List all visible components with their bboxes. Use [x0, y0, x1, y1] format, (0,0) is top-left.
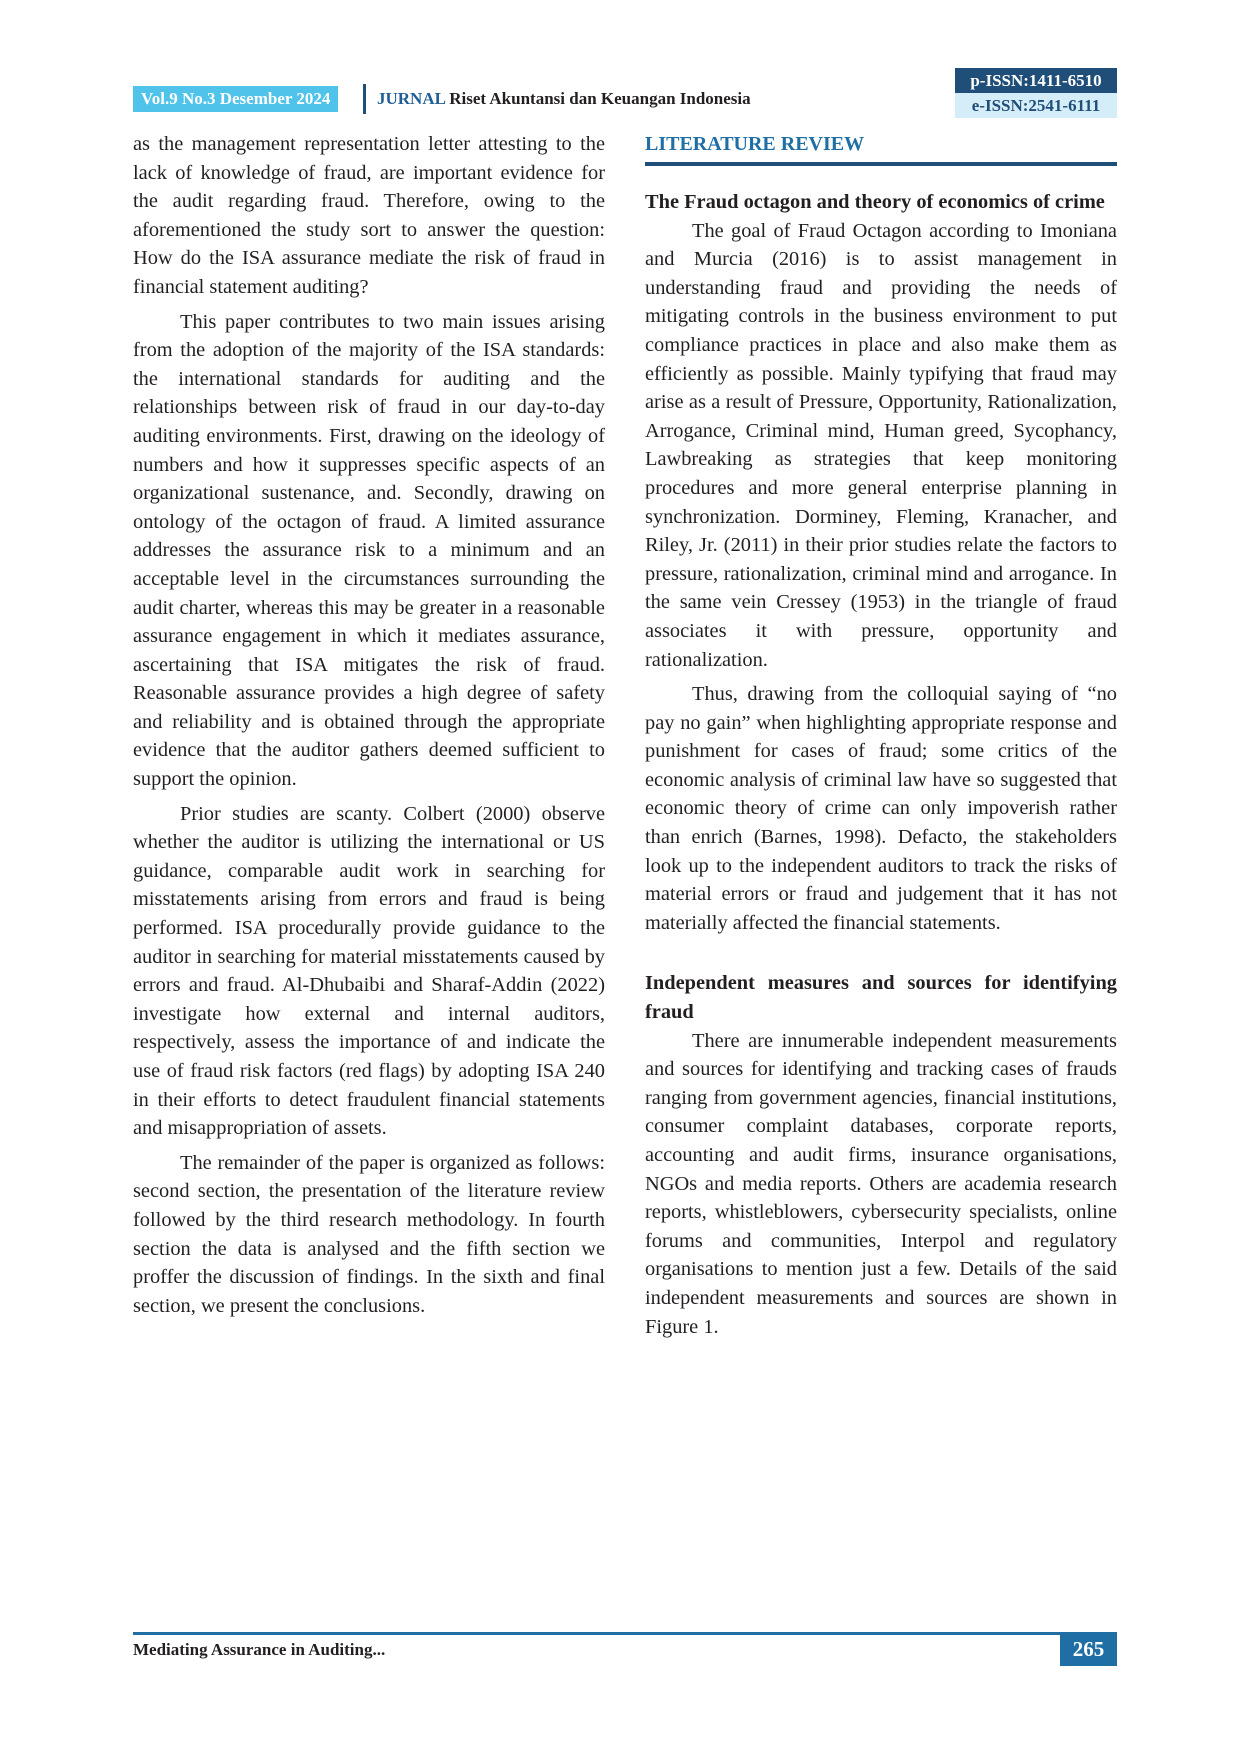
subsection-title: The Fraud octagon and theory of economics of crime — [645, 191, 1105, 213]
section-title: LITERATURE REVIEW — [645, 130, 1117, 166]
header-divider — [363, 84, 366, 114]
left-column — [133, 130, 605, 1326]
paragraph: The remainder of the paper is organized as follows: second section, the presentation of the literature review followed by the third research methodology. In fourth section the data is analysed and the fifth section we proffer the discussion of findings. In the sixth and final section, we present the conclusions. — [133, 1151, 605, 1317]
page-number: 265 — [1060, 1632, 1117, 1666]
e-issn: e-ISSN:2541-6111 — [955, 93, 1117, 118]
paragraph: This paper contributes to two main issues arising from the adoption of the majority of the ISA standards: the international standards for auditing and the relationships between risk of fraud in our day-to-day auditing environments. First, drawing on the ideology of numbers and how it suppresses specific aspects of an organizational sustenance, and. Secondly, drawing on ontology of the octagon of fraud. A limited assurance addresses the assurance risk to a minimum and an acceptable level in the circumstances surrounding the audit charter, whereas this may be greater in a reasonable assurance engagement in which it mediates assurance, ascertaining that ISA mitigates the risk of fraud. Reasonable assurance provides a high degree of safety and reliability and is obtained through the appropriate evidence that the auditor gathers deemed sufficient to support the opinion. — [133, 310, 605, 791]
right-column — [645, 130, 1117, 1347]
running-title: Mediating Assurance in Auditing... — [133, 1640, 386, 1659]
paragraph: as the management representation letter attesting to the lack of knowledge of fraud, are important evidence for the audit regarding fraud. Therefore, owing to the aforementioned the study sort to answer the question: How do the ISA assurance mediate the risk of fraud in financial statement auditing? — [133, 133, 605, 298]
subsection-title: Independent measures and sources for identifying fraud — [645, 972, 1117, 1024]
paragraph: The goal of Fraud Octagon according to Imoniana and Murcia (2016) is to assist management in understanding fraud and providing the needs of mitigating controls in the business environment to put compliance practices in place and also make them as efficiently as possible. Mainly typifying that fraud may arise as a result of Pressure, Opportunity, Rationalization, Arrogance, Criminal mind, Human greed, Sycophancy, Lawbreaking as strategies that keep monitoring procedures and more general enterprise planning in synchronization. Dorminey, Fleming, Kranacher, and Riley, Jr. (2011) in their prior studies relate the factors to pressure, rationalization, criminal mind and arrogance. In the same vein Cressey (1953) in the triangle of fraud associates it with pressure, opportunity and rationalization. — [645, 219, 1117, 671]
volume-badge: Vol.9 No.3 Desember 2024 — [133, 86, 338, 112]
paragraph: Prior studies are scanty. Colbert (2000) observe whether the auditor is utilizing the international or US guidance, comparable audit work in searching for misstatements arising from errors and fraud is being performed. ISA procedurally provide guidance to the auditor in searching for material misstatements caused by errors and fraud. Al-Dhubaibi and Sharaf-Addin (2022) investigate how external and internal auditors, respectively, assess the importance of and indicate the use of fraud risk factors (red flags) by adopting ISA 240 in their efforts to detect fraudulent financial statements and misappropriation of assets. — [133, 802, 605, 1140]
journal-name: Riset Akuntansi dan Keuangan Indonesia — [449, 89, 751, 108]
footer-rule — [133, 1632, 1117, 1635]
paragraph: There are innumerable independent measurements and sources for identifying and tracking cases of frauds ranging from government agencies, financial institutions, consumer complaint databases, corporate reports, accounting and audit firms, insurance organisations, NGOs and media reports. Others are academia research reports, whistleblowers, cybersecurity specialists, online forums and communities, Interpol and regulatory organisations to mention just a few. Details of the said independent measurements and sources are shown in Figure 1. — [645, 1029, 1117, 1338]
paragraph: Thus, drawing from the colloquial saying of “no pay no gain” when highlighting appropriate response and punishment for cases of fraud; some critics of the economic analysis of criminal law have so suggested that economic theory of crime can only impoverish rather than enrich (Barnes, 1998). Defacto, the stakeholders look up to the independent auditors to track the risks of material errors or fraud and judgement that it has not materially affected the financial statements. — [645, 683, 1117, 934]
p-issn: p-ISSN:1411-6510 — [955, 68, 1117, 93]
journal-prefix: JURNAL — [377, 89, 446, 108]
journal-title — [377, 88, 751, 110]
